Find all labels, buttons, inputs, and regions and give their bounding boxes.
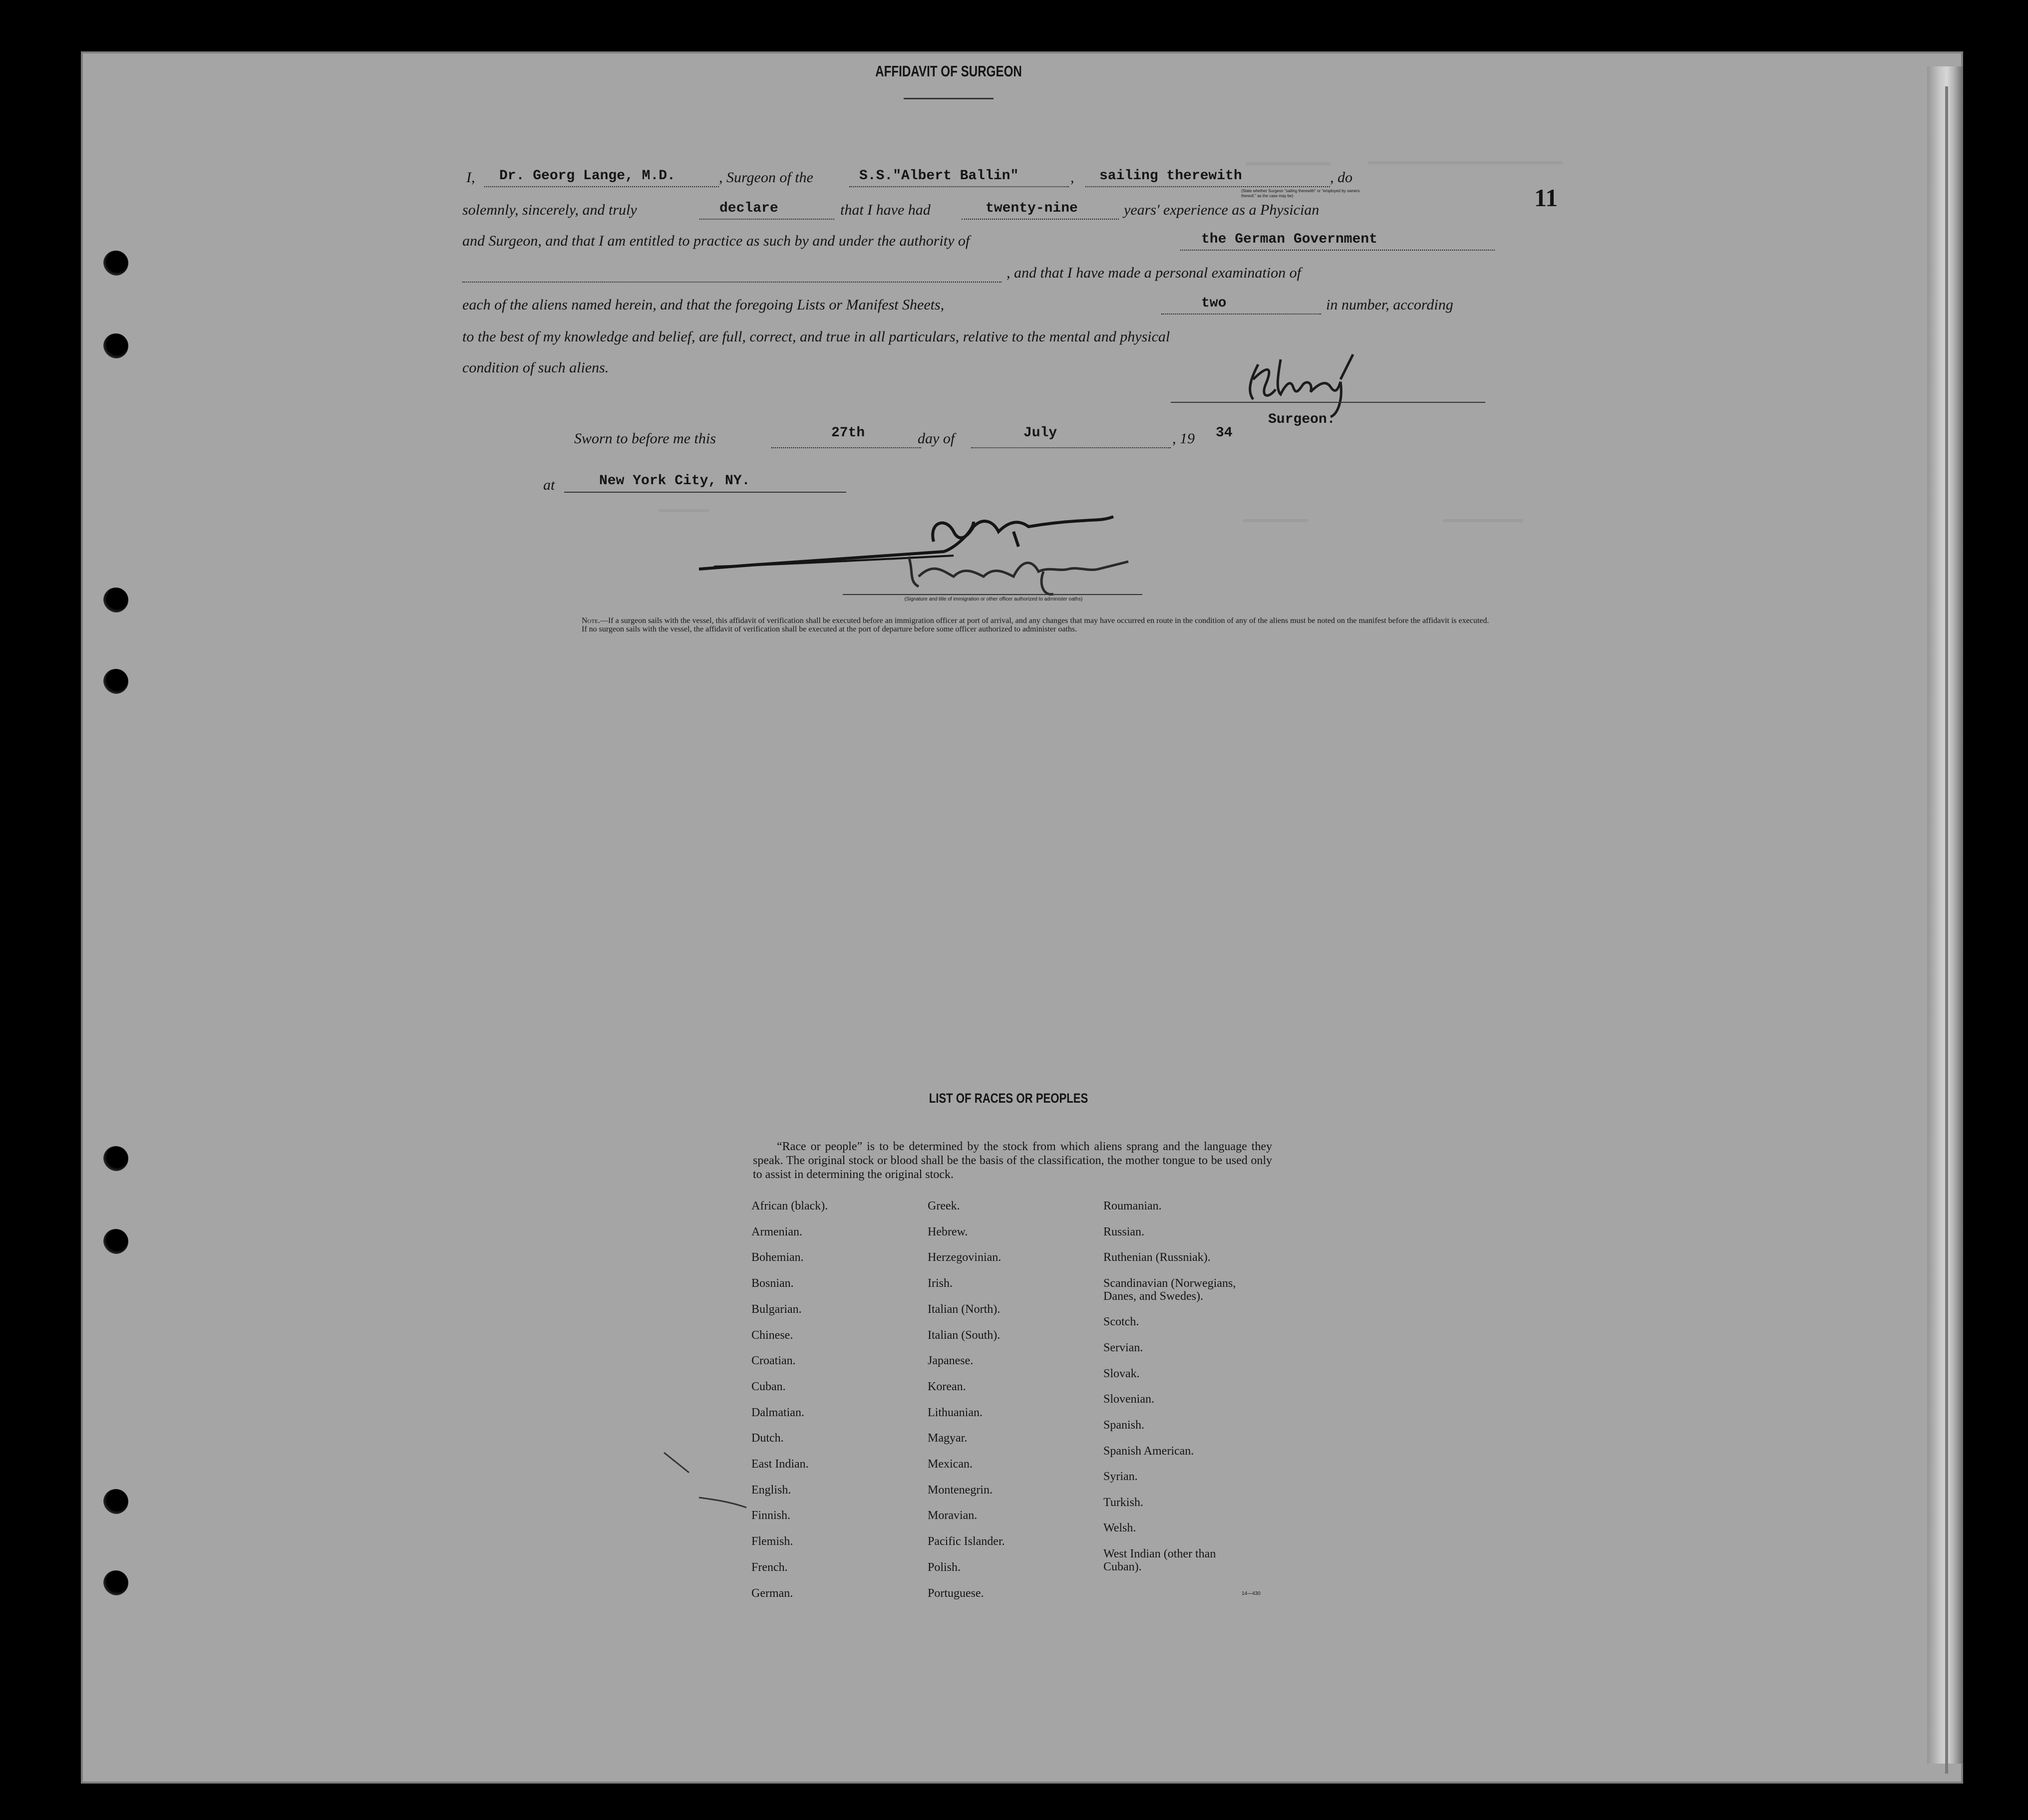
race-list-item: Korean. — [928, 1380, 966, 1393]
bleed-through-mark — [1443, 519, 1523, 522]
races-list-title: LIST OF RACES OR PEOPLES — [929, 1091, 1088, 1106]
race-list-item: Hebrew. — [928, 1225, 968, 1238]
race-list-item: Bulgarian. — [751, 1303, 802, 1316]
note-label: Note. — [582, 616, 600, 625]
sheets-count: two — [1201, 296, 1227, 311]
affidavit-text: condition of such aliens. — [462, 359, 609, 376]
race-list-item: Scandinavian (Norwegians, — [1103, 1277, 1236, 1290]
race-list-item: East Indian. — [751, 1458, 809, 1471]
race-list-item: African (black). — [751, 1200, 828, 1213]
sworn-line — [574, 425, 1233, 447]
affidavit-text: I, — [466, 169, 475, 186]
oath-place: New York City, NY. — [599, 473, 750, 489]
race-list-item: Cuban. — [751, 1380, 786, 1393]
sworn-text: Sworn to before me this — [574, 430, 716, 447]
declaration-verb: declare — [719, 201, 778, 216]
authority-field-continued — [462, 265, 1002, 283]
binder-hole — [103, 1489, 128, 1514]
sworn-text: , 19 — [1172, 430, 1195, 447]
affidavit-text: , Surgeon of the — [719, 169, 813, 186]
race-list-item: English. — [751, 1484, 791, 1497]
bleed-through-mark — [1243, 519, 1308, 522]
race-list-item: Turkish. — [1103, 1496, 1143, 1509]
race-list-item: Scotch. — [1103, 1315, 1139, 1328]
binder-hole — [103, 1229, 128, 1254]
authority-field — [1180, 233, 1495, 251]
affidavit-line — [462, 260, 1486, 291]
race-list-item: Syrian. — [1103, 1470, 1138, 1483]
race-list-item: Croatian. — [751, 1354, 796, 1367]
race-list-item: Bohemian. — [751, 1251, 804, 1264]
race-list-item: French. — [751, 1561, 788, 1574]
race-list-item: Portuguese. — [928, 1587, 984, 1600]
sworn-text: day of — [918, 430, 955, 447]
race-list-item: Welsh. — [1103, 1521, 1136, 1534]
race-list-item: Mexican. — [928, 1458, 973, 1471]
binder-hole — [103, 251, 128, 276]
sworn-year: 34 — [1216, 425, 1233, 441]
race-list-item: Spanish. — [1103, 1419, 1145, 1432]
affidavit-note — [562, 616, 1490, 633]
note-text-2: If no surgeon sails with the vessel, the affidavit of verification shall be executed at the port of departure before some officer authorized to administer oaths. — [582, 625, 1077, 633]
race-list-item: Italian (South). — [928, 1329, 1001, 1342]
race-list-item: Lithuanian. — [928, 1406, 983, 1419]
place-line — [564, 492, 846, 493]
sailing-instruction-note: (State whether Surgeon "sailing therewith" or "employed by owners thereof," as the case may be) — [1241, 189, 1360, 198]
affidavit-title: AFFIDAVIT OF SURGEON — [875, 62, 1022, 80]
race-list-item: Spanish American. — [1103, 1445, 1194, 1458]
race-list-item: Montenegrin. — [928, 1484, 993, 1497]
race-list-item: Servian. — [1103, 1341, 1143, 1354]
affidavit-line: I, Dr. Georg Lange, M.D. , Surgeon of the S.S."Albert Ballin" , sailing therewith , do (State whether Surgeon "sailing therewith" or "employed by owners thereof," as the case may be) — [462, 164, 1486, 195]
affidavit-line — [462, 197, 1486, 228]
race-list-item: Moravian. — [928, 1509, 978, 1522]
years-experience: twenty-nine — [986, 201, 1078, 216]
officer-signature — [694, 502, 1168, 611]
sworn-month-field — [971, 425, 1171, 448]
race-list-item: Finnish. — [751, 1509, 791, 1522]
surgeon-name-field — [484, 169, 719, 187]
affidavit-text: each of the aliens named herein, and that the foregoing Lists or Manifest Sheets, — [462, 297, 945, 313]
sheets-count-field — [1161, 297, 1321, 314]
race-list-item: Dalmatian. — [751, 1406, 804, 1419]
affidavit-text: and Surgeon, and that I am entitled to practice as such by and under the authority of — [462, 233, 970, 249]
sworn-day-field — [771, 425, 921, 448]
race-list-item: Roumanian. — [1103, 1200, 1162, 1213]
race-list-item: Japanese. — [928, 1354, 974, 1367]
binder-hole — [103, 333, 128, 358]
race-list-item: West Indian (other than — [1103, 1547, 1216, 1560]
affidavit-text: solemnly, sincerely, and truly — [462, 202, 637, 218]
sailing-status: sailing therewith — [1099, 168, 1242, 184]
race-list-item: Armenian. — [751, 1225, 802, 1238]
race-list-item: Russian. — [1103, 1225, 1145, 1238]
surgeon-name: Dr. Georg Lange, M.D. — [499, 168, 676, 184]
years-field — [962, 202, 1119, 220]
ship-field — [849, 169, 1069, 187]
surgeon-signature — [1238, 344, 1368, 419]
race-list-item: Ruthenian (Russniak). — [1103, 1251, 1211, 1264]
affidavit-line — [462, 292, 1486, 322]
race-list-item: Pacific Islander. — [928, 1535, 1005, 1548]
officer-signature-caption: (Signature and title of immigration or other officer authorized to administer oaths) — [904, 597, 1083, 602]
race-list-item: Cuban). — [1103, 1560, 1142, 1573]
stray-pencil-marks — [659, 1448, 759, 1527]
races-intro: “Race or people” is to be determined by the stock from which aliens sprang and the language they speak. The original stock or blood shall be the basis of the classification, the mother tongue to be used only to assist in determining the original stock. — [753, 1140, 1272, 1181]
race-list-item: Slovak. — [1103, 1367, 1140, 1380]
page-number: 11 — [1534, 184, 1558, 212]
binder-hole — [103, 588, 128, 612]
affidavit-text: that I have had — [840, 202, 931, 218]
race-list-item: Slovenian. — [1103, 1393, 1154, 1406]
race-list-item: Flemish. — [751, 1535, 793, 1548]
race-list-item: Dutch. — [751, 1432, 784, 1445]
affidavit-text: in number, according — [1326, 297, 1453, 313]
page-edge-binding — [1927, 66, 1963, 1764]
ship-name: S.S."Albert Ballin" — [859, 168, 1019, 184]
race-list-item: German. — [751, 1587, 793, 1600]
at-label: at — [543, 477, 555, 493]
race-list-item: Italian (North). — [928, 1303, 1001, 1316]
sailing-status-field — [1085, 169, 1330, 187]
title-underline — [904, 98, 994, 99]
surgeon-signature-line — [1171, 402, 1485, 403]
affidavit-body — [462, 111, 1486, 376]
affidavit-text: , do — [1330, 169, 1352, 186]
affidavit-text: , and that I have made a personal examination of — [1007, 265, 1301, 281]
race-list-item: Magyar. — [928, 1432, 968, 1445]
surgeon-label: Surgeon. — [1268, 412, 1336, 427]
affidavit-line — [462, 228, 1486, 259]
affidavit-text: to the best of my knowledge and belief, are full, correct, and true in all particulars, relative to the mental and physical — [462, 328, 1170, 345]
race-list-item: Greek. — [928, 1200, 960, 1213]
binder-hole — [103, 1146, 128, 1171]
race-list-item: Irish. — [928, 1277, 953, 1290]
licensing-authority: the German Government — [1201, 232, 1377, 247]
form-number: 14—430 — [1242, 1591, 1261, 1596]
binder-hole — [103, 1570, 128, 1595]
officer-signature-line — [843, 594, 1142, 595]
affidavit-text: years' experience as a Physician — [1124, 202, 1320, 218]
race-list-item: Bosnian. — [751, 1277, 794, 1290]
race-list-item: Chinese. — [751, 1329, 793, 1342]
declaration-field — [699, 202, 834, 220]
binder-hole — [103, 669, 128, 694]
sworn-month: July — [1023, 425, 1057, 441]
race-list-item: Danes, and Swedes). — [1103, 1290, 1203, 1303]
note-text-1: —If a surgeon sails with the vessel, this affidavit of verification shall be executed before an immigration officer at port of arrival, and any changes that may have occurred en route in the condition of any of the aliens must be noted on the manifest before the affidavit is executed. — [600, 616, 1489, 625]
race-list-item: Herzegovinian. — [928, 1251, 1002, 1264]
sworn-day: 27th — [831, 425, 865, 441]
race-list-item: Polish. — [928, 1561, 961, 1574]
